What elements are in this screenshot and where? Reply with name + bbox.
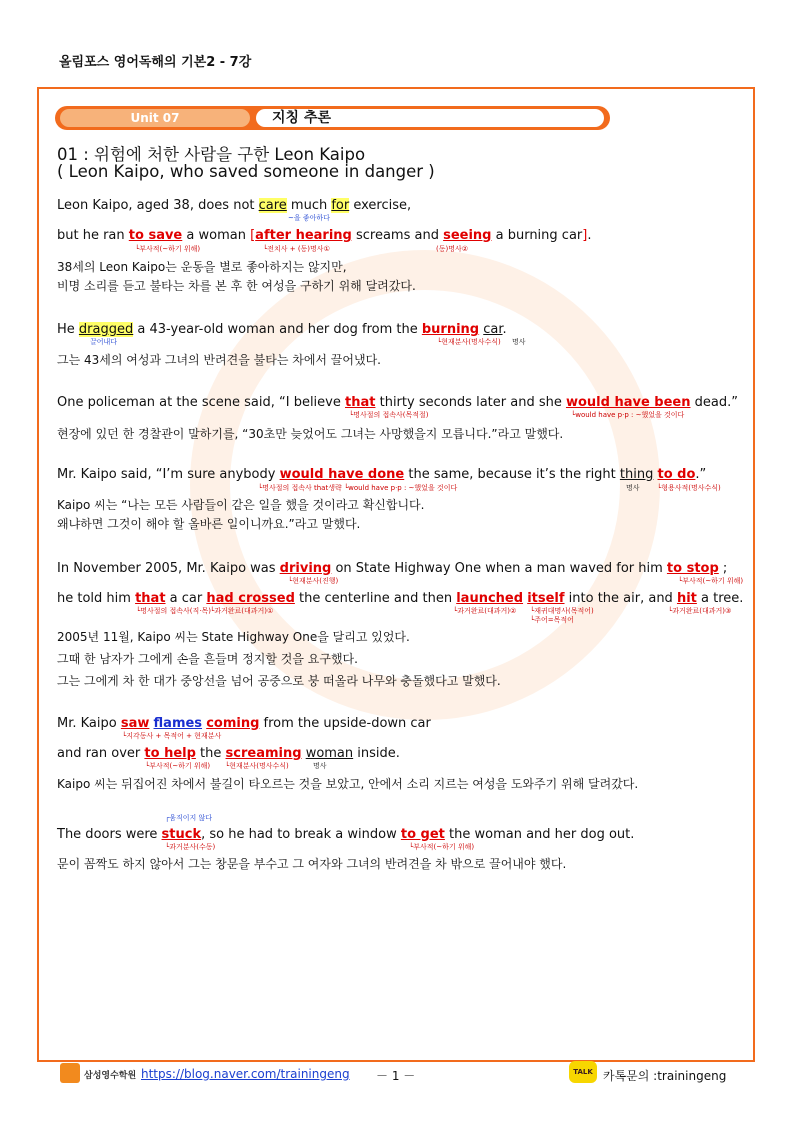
s7-note-stuck: └과거분사(수동) <box>165 843 216 851</box>
s5-note-itself-2: └주어=목적어 <box>530 616 574 624</box>
s7-line1: The doors were stuck, so he had to break a window to get the woman and her dog out. <box>57 827 635 842</box>
s3-line1: One policeman at the scene said, “I believe that thirty seconds later and she would have been dead.” <box>57 395 738 410</box>
s2-korean-1: 그는 43세의 여성과 그녀의 반려견을 불타는 차에서 끌어냈다. <box>57 353 381 367</box>
s6-line2: and ran over to help the screaming woman inside. <box>57 746 400 761</box>
s5-korean-1: 2005년 11월, Kaipo 씨는 State Highway One을 달리고 있었다. <box>57 630 410 644</box>
s4-korean-2: 왜냐하면 그것이 해야 할 올바른 일이니까요.”라고 말했다. <box>57 517 361 531</box>
page-number: － 1 － <box>376 1069 416 1083</box>
s5-note-to-stop: └부사적(~하기 위해) <box>678 577 744 585</box>
s5-note-launched: └과거완료(대과거)② <box>453 607 517 615</box>
s5-line1: In November 2005, Mr. Kaipo was driving on State Highway One when a man waved for him to stop ; <box>57 561 728 576</box>
s1-note-care-for: ~을 좋아하다 <box>288 214 330 222</box>
s3-korean-1: 현장에 있던 한 경찰관이 말하기를, “30초만 늦었어도 그녀는 사망했을지 모릅니다.”라고 말했다. <box>57 427 564 441</box>
s1-line1: Leon Kaipo, aged 38, does not care much for exercise, <box>57 198 412 213</box>
academy-logo-icon <box>60 1063 80 1083</box>
s5-note-that: └명사절의 접속사(직·목) <box>136 607 211 615</box>
s1-line2: but he ran to save a woman [after hearing screams and seeing a burning car]. <box>57 228 592 243</box>
document-title: 올림포스 영어독해의 기본2 - 7강 <box>59 55 252 70</box>
kakao-contact: 카톡문의 :trainingeng <box>603 1069 727 1083</box>
s1-note-to-save: └부사적(~하기 위해) <box>135 245 201 253</box>
s4-note-to-do: └형용사적(명사수식) <box>657 484 721 492</box>
s1-note-seeing: (동)명사② <box>436 245 469 253</box>
unit-label: Unit 07 <box>60 109 250 127</box>
s5-note-itself: └재귀대명사(목적어) <box>530 607 594 615</box>
s3-note-would-have-been: └would have p·p : ~했었을 것이다 <box>571 411 685 419</box>
s4-note-would-have-done: └명사절의 접속사 that생략 └would have p·p : ~했었을 것이다 <box>258 484 458 492</box>
s5-note-hit: └과거완료(대과거)③ <box>668 607 732 615</box>
s5-note-driving: └현재분사(진행) <box>288 577 339 585</box>
topic-title: 지칭 추론 <box>272 110 331 126</box>
s3-note-that: └명사절의 접속사(목적절) <box>349 411 429 419</box>
academy-name: 삼성영수학원 <box>84 1071 137 1081</box>
s1-note-after-hearing: └전치사 + (동)명사① <box>263 245 330 253</box>
s5-korean-2: 그때 한 남자가 그에게 손을 흔들며 정지할 것을 요구했다. <box>57 652 358 666</box>
blog-link[interactable]: https://blog.naver.com/trainingeng <box>141 1067 350 1081</box>
s6-note-woman: 명사 <box>313 762 327 770</box>
s6-line1: Mr. Kaipo saw flames coming from the upside-down car <box>57 716 431 731</box>
s6-korean-1: Kaipo 씨는 뒤집어진 차에서 불길이 타오르는 것을 보았고, 안에서 소리 지르는 여성을 도와주기 위해 달려갔다. <box>57 777 639 791</box>
s4-line1: Mr. Kaipo said, “I’m sure anybody would have done the same, because it’s the right thing to do.” <box>57 467 707 482</box>
s2-note-dragged: 끌어내다 <box>90 338 118 346</box>
s6-note-saw: └지각동사 + 목적어 + 현재분사 <box>122 732 222 740</box>
s2-line1: He dragged a 43-year-old woman and her dog from the burning car. <box>57 322 507 337</box>
s1-korean-1: 38세의 Leon Kaipo는 운동을 별로 좋아하지는 않지만, <box>57 260 347 274</box>
s7-korean-1: 문이 꼼짝도 하지 않아서 그는 창문을 부수고 그 여자와 그녀의 반려견을 차 밖으로 끌어내야 했다. <box>57 857 567 871</box>
s4-korean-1: Kaipo 씨는 “나는 모든 사람들이 같은 일을 했을 것이라고 확신합니다. <box>57 498 425 512</box>
s2-note-burning: └현재분사(명사수식) <box>437 338 501 346</box>
s7-note-stuck-meaning: ┌움직이지 않다 <box>165 814 213 822</box>
s5-korean-3: 그는 그에게 차 한 대가 중앙선을 넘어 공중으로 붕 떠올라 나무와 충돌했다고 말했다. <box>57 674 501 688</box>
s7-note-to-get: └부사적(~하기 위해) <box>409 843 475 851</box>
s5-note-had-crossed: └과거완료(대과거)① <box>210 607 274 615</box>
s1-korean-2: 비명 소리를 듣고 불타는 차를 본 후 한 여성을 구하기 위해 달려갔다. <box>57 279 416 293</box>
s4-note-thing: 명사 <box>626 484 640 492</box>
s6-note-screaming: └현재분사(명사수식) <box>225 762 289 770</box>
heading-korean: 01 : 위험에 처한 사람을 구한 Leon Kaipo <box>57 145 366 164</box>
heading-english: ( Leon Kaipo, who saved someone in danger ) <box>57 162 435 181</box>
s2-note-car: 명사 <box>512 338 526 346</box>
s5-line2: he told him that a car had crossed the centerline and then launched itself into the air, and hit a tree. <box>57 591 744 606</box>
s6-note-to-help: └부사적(~하기 위해) <box>145 762 211 770</box>
kakaotalk-icon: TALK <box>569 1061 597 1083</box>
